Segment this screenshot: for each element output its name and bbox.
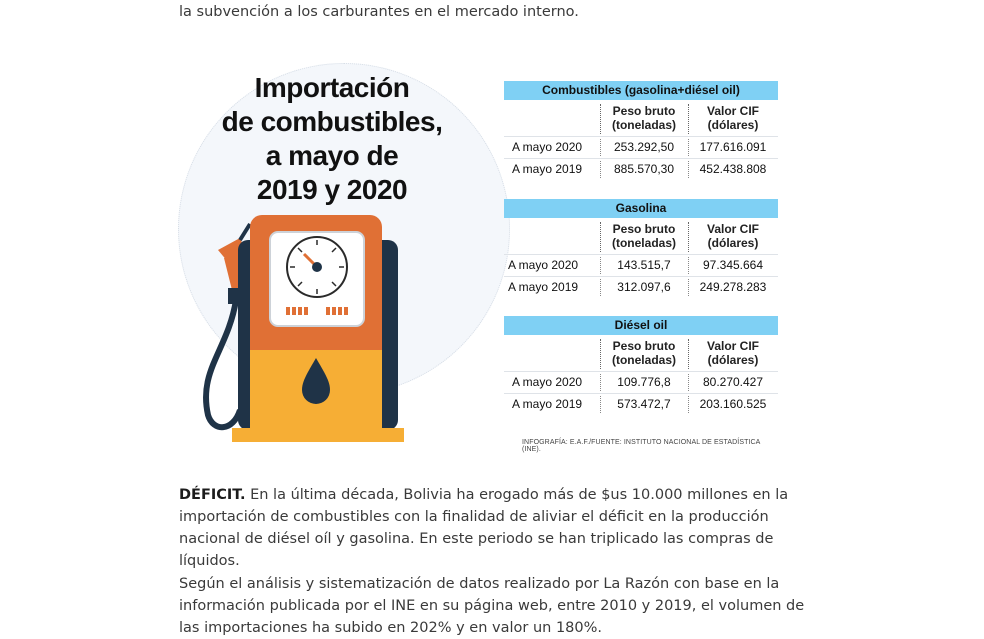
row-peso: 885.570,30 bbox=[613, 162, 675, 176]
infographic-credit: INFOGRAFÍA: E.A.F./FUENTE: INSTITUTO NACIONAL DE ESTADÍSTICA (INE). bbox=[522, 439, 761, 453]
table-row bbox=[504, 393, 778, 415]
col-valor-line2: (dólares) bbox=[707, 353, 759, 367]
fuel-pump-icon bbox=[188, 210, 418, 445]
row-valor: 97.345.664 bbox=[702, 258, 764, 272]
infographic-title bbox=[192, 71, 472, 207]
table-heading: Combustibles (gasolina+diésel oil) bbox=[504, 81, 778, 100]
row-valor: 80.270.427 bbox=[702, 375, 764, 389]
title-line-4: 2019 y 2020 bbox=[256, 174, 408, 205]
col-peso-bruto bbox=[600, 222, 688, 250]
row-label: A mayo 2019 bbox=[512, 397, 583, 411]
row-peso: 312.097,6 bbox=[617, 280, 671, 294]
intro-paragraph: la subvención a los carburantes en el mercado interno. bbox=[179, 4, 579, 20]
row-peso: 143.515,7 bbox=[617, 258, 671, 272]
col-peso-bruto bbox=[600, 104, 688, 132]
fuel-import-infographic bbox=[178, 55, 778, 455]
col-valor-line2: (dólares) bbox=[707, 118, 759, 132]
col-peso-line1: Peso bruto bbox=[612, 222, 676, 236]
col-valor-line1: Valor CIF bbox=[706, 222, 759, 236]
table-combustibles bbox=[504, 81, 778, 180]
title-line-3: a mayo de bbox=[265, 140, 399, 171]
row-label: A mayo 2020 bbox=[512, 375, 583, 389]
deficit-paragraph bbox=[179, 484, 819, 572]
analysis-paragraph: Según el análisis y sistematización de datos realizado por La Razón con base en la información publicada por el INE en su página web, entre 2010 y 2019, el volumen de las importaciones ha subido en 202% y en valor un 180%. bbox=[179, 576, 805, 636]
col-valor-line1: Valor CIF bbox=[706, 339, 759, 353]
table-column-headers bbox=[504, 335, 778, 371]
table-column-headers bbox=[504, 218, 778, 254]
table-column-headers bbox=[504, 100, 778, 136]
row-valor: 177.616.091 bbox=[699, 140, 767, 154]
table-row bbox=[504, 371, 778, 393]
col-valor-cif bbox=[688, 104, 778, 132]
table-row bbox=[504, 254, 778, 276]
row-label: A mayo 2019 bbox=[512, 162, 583, 176]
deficit-text: En la última década, Bolivia ha erogado más de $us 10.000 millones en la importación de combustibles con la finalidad de aliviar el déficit en la producción nacional de diésel oíl y gasolina. En este periodo se han triplicado las compras de líquidos. bbox=[179, 487, 789, 569]
table-heading: Diésel oil bbox=[504, 316, 778, 335]
table-row bbox=[504, 276, 778, 298]
table-heading: Gasolina bbox=[504, 199, 778, 218]
row-valor: 249.278.283 bbox=[699, 280, 767, 294]
row-valor: 452.438.808 bbox=[699, 162, 767, 176]
table-diesel-oil bbox=[504, 316, 778, 415]
table-row bbox=[504, 136, 778, 158]
col-valor-line2: (dólares) bbox=[707, 236, 759, 250]
col-peso-line1: Peso bruto bbox=[612, 339, 676, 353]
col-peso-line1: Peso bruto bbox=[612, 104, 676, 118]
col-valor-cif bbox=[688, 339, 778, 367]
row-label: A mayo 2019 bbox=[508, 280, 579, 294]
row-peso: 109.776,8 bbox=[617, 375, 671, 389]
title-line-1: Importación bbox=[254, 72, 410, 103]
table-row bbox=[504, 158, 778, 180]
col-peso-bruto bbox=[600, 339, 688, 367]
row-peso: 253.292,50 bbox=[613, 140, 675, 154]
row-valor: 203.160.525 bbox=[699, 397, 767, 411]
col-peso-line2: (toneladas) bbox=[611, 118, 676, 132]
deficit-lead: DÉFICIT. bbox=[179, 487, 246, 503]
row-label: A mayo 2020 bbox=[512, 140, 583, 154]
col-peso-line2: (toneladas) bbox=[611, 236, 676, 250]
table-gasolina bbox=[504, 199, 778, 298]
title-line-2: de combustibles, bbox=[221, 106, 443, 137]
col-peso-line2: (toneladas) bbox=[611, 353, 676, 367]
col-valor-cif bbox=[688, 222, 778, 250]
col-valor-line1: Valor CIF bbox=[706, 104, 759, 118]
row-peso: 573.472,7 bbox=[617, 397, 671, 411]
row-label: A mayo 2020 bbox=[508, 258, 579, 272]
